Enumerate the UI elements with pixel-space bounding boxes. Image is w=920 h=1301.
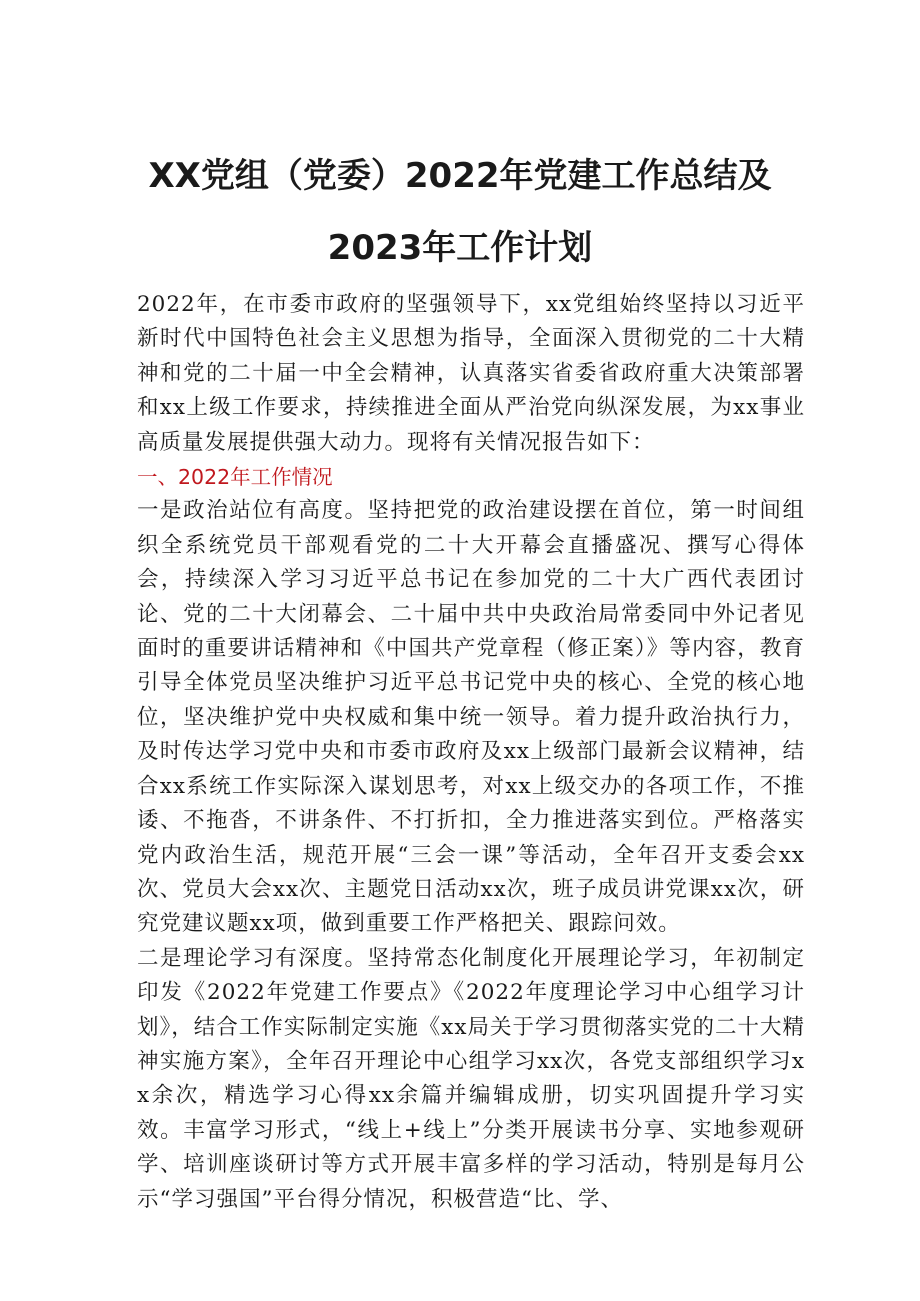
- document-title-line-2: 2023年工作计划: [327, 228, 593, 268]
- section-heading-2022-work: 一、2022年工作情况: [137, 465, 333, 490]
- paragraph-political-stance: 一是政治站位有高度。坚持把党的政治建设摆在首位，第一时间组织全系统党员干部观看党的二十大开幕会直播盛况、撰写心得体会，持续深入学习习近平总书记在参加党的二十大广西代表团讨论、党的二十大闭幕会、二十届中共中央政治局常委同中外记者见面时的重要讲话精神和《中国共产党章程（修正案）》等内容，教育引导全体党员坚决维护习近平总书记党中央的核心、全党的核心地位，坚决维护党中央权威和集中统一领导。着力提升政治执行力，及时传达学习党中央和市委市政府及xx上级部门最新会议精神，结合xx系统工作实际深入谋划思考，对xx上级交办的各项工作，不推诿、不拖沓，不讲条件、不打折扣，全力推进落实到位。严格落实党内政治生活，规范开展“三会一课”等活动，全年召开支委会xx次、党员大会xx次、主题党日活动xx次，班子成员讲党课xx次，研究党建议题xx项，做到重要工作严格把关、跟踪问效。: [137, 498, 805, 937]
- document-title-line-1: XX党组（党委）2022年党建工作总结及: [148, 156, 772, 196]
- document-body: [137, 288, 805, 1217]
- paragraph-theory-study: 二是理论学习有深度。坚持常态化制度化开展理论学习，年初制定印发《2022年党建工作要点》《2022年度理论学习中心组学习计划》，结合工作实际制定实施《xx局关于学习贯彻落实党的二十大精神实施方案》，全年召开理论中心组学习xx次，各党支部组织学习xx余次，精选学习心得xx余篇并编辑成册，切实巩固提升学习实效。丰富学习形式，“线上+线上”分类开展读书分享、实地参观研学、培训座谈研讨等方式开展丰富多样的学习活动，特别是每月公示“学习强国”平台得分情况，积极营造“比、学、: [137, 945, 806, 1212]
- intro-paragraph: 2022年，在市委市政府的坚强领导下，xx党组始终坚持以习近平新时代中国特色社会主义思想为指导，全面深入贯彻党的二十大精神和党的二十届一中全会精神，认真落实省委省政府重大决策部署和xx上级工作要求，持续推进全面从严治党向纵深发展，为xx事业高质量发展提供强大动力。现将有关情况报告如下：: [137, 292, 805, 455]
